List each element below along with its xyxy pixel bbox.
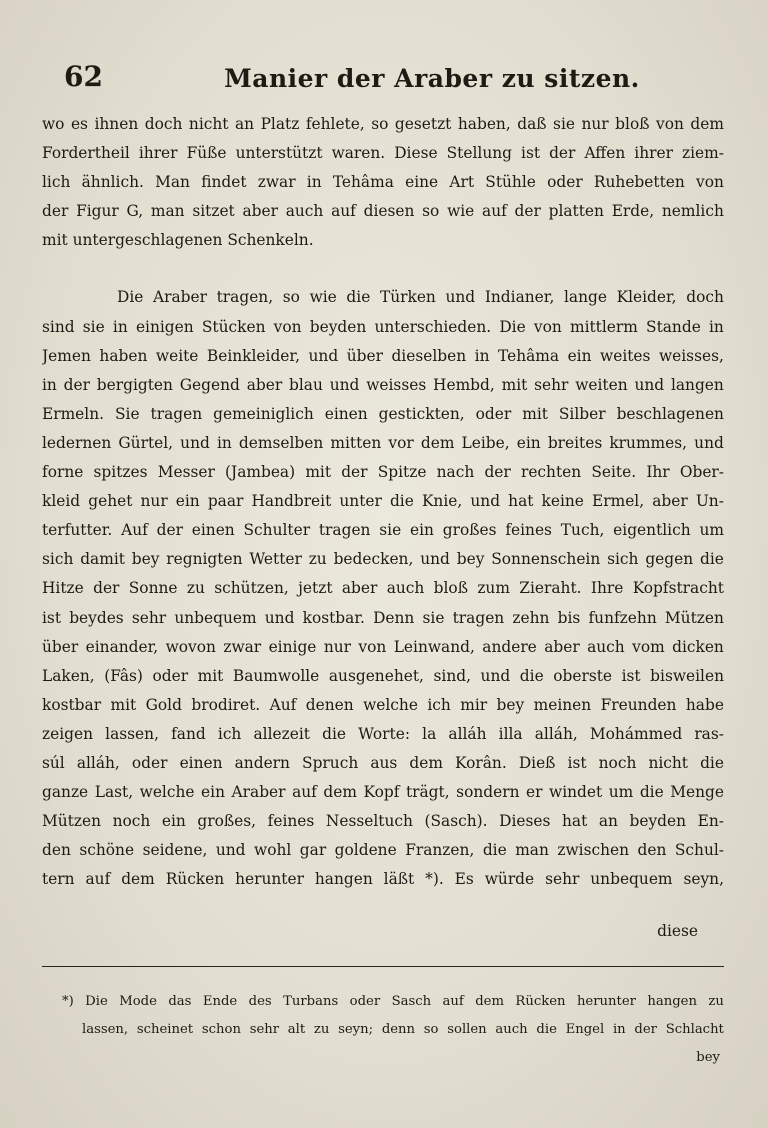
text-line: zeigen lassen, fand ich allezeit die Worte: la alláh illa alláh, Mohámmed ras-	[42, 724, 724, 743]
text-line: sind sie in einigen Stücken von beyden unterschieden. Die von mittlerm Stande in	[42, 317, 724, 336]
footnote-line: *) Die Mode das Ende des Turbans oder Sasch auf dem Rücken herunter hangen zu	[62, 994, 724, 1009]
text-line: wo es ihnen doch nicht an Platz fehlete, so gesetzt haben, daß sie nur bloß von dem	[42, 115, 724, 133]
text-line: forne spitzes Messer (Jambea) mit der Spitze nach der rechten Seite. Ihr Ober-	[42, 463, 724, 482]
page-number: 62	[64, 60, 103, 93]
footnote-catchword: bey	[696, 1050, 720, 1065]
catchword: diese	[657, 922, 698, 940]
footnote	[62, 994, 724, 1065]
text-line: in der bergigten Gegend aber blau und weisses Hembd, mit sehr weiten und langen	[42, 375, 724, 394]
text-line: súl alláh, oder einen andern Spruch aus dem Korân. Dieß ist noch nicht die	[42, 753, 724, 772]
text-line: der Figur G, man sitzet aber auch auf diesen so wie auf der platten Erde, nemlich	[42, 202, 724, 221]
running-head	[62, 60, 712, 100]
footnote-line: lassen, scheinet schon sehr alt zu seyn; denn so sollen auch die Engel in der Schlacht	[82, 1022, 724, 1037]
paragraph-1	[42, 115, 724, 260]
text-line: Hitze der Sonne zu schützen, jetzt aber auch bloß zum Zieraht. Ihre Kopfstracht	[42, 579, 724, 598]
running-title: Manier der Araber zu sitzen.	[224, 64, 640, 93]
text-line: Laken, (Fâs) oder mit Baumwolle ausgenehet, sind, und die oberste ist bisweilen	[42, 666, 724, 685]
body-text	[42, 115, 724, 899]
text-line: terfutter. Auf der einen Schulter tragen sie ein großes feines Tuch, eigentlich um	[42, 521, 724, 540]
text-line: Jemen haben weite Beinkleider, und über dieselben in Tehâma ein weites weisses,	[42, 346, 724, 365]
text-line: tern auf dem Rücken herunter hangen läßt *). Es würde sehr unbequem seyn,	[42, 870, 724, 889]
text-line: kostbar mit Gold brodiret. Auf denen welche ich mir bey meinen Freunden habe	[42, 695, 724, 714]
footnote-rule	[42, 966, 724, 967]
text-line: ganze Last, welche ein Araber auf dem Kopf trägt, sondern er windet um die Menge	[42, 783, 724, 802]
text-line: über einander, wovon zwar einige nur von Leinwand, andere aber auch vom dicken	[42, 637, 724, 656]
text-line: den schöne seidene, und wohl gar goldene Franzen, die man zwischen den Schul-	[42, 841, 724, 860]
text-line: ist beydes sehr unbequem und kostbar. Denn sie tragen zehn bis funfzehn Mützen	[42, 608, 724, 627]
text-line: mit untergeschlagenen Schenkeln.	[42, 231, 314, 250]
catchword-row	[42, 922, 724, 948]
text-line: Ermeln. Sie tragen gemeiniglich einen gestickten, oder mit Silber beschlagenen	[42, 404, 724, 423]
text-line: Mützen noch ein großes, feines Nesseltuch (Sasch). Dieses hat an beyden En-	[42, 812, 724, 831]
text-line: kleid gehet nur ein paar Handbreit unter die Knie, und hat keine Ermel, aber Un-	[42, 492, 724, 511]
paragraph-gap	[42, 260, 724, 288]
paragraph-2	[42, 288, 724, 899]
text-line: Die Araber tragen, so wie die Türken und Indianer, lange Kleider, doch	[117, 288, 724, 307]
text-line: lich ähnlich. Man findet zwar in Tehâma eine Art Stühle oder Ruhebetten von	[42, 173, 724, 192]
text-line: sich damit bey regnigten Wetter zu bedecken, und bey Sonnenschein sich gegen die	[42, 550, 724, 569]
text-line: ledernen Gürtel, und in demselben mitten vor dem Leibe, ein breites krummes, und	[42, 433, 724, 452]
text-line: Fordertheil ihrer Füße unterstützt waren. Diese Stellung ist der Affen ihrer ziem-	[42, 144, 724, 163]
